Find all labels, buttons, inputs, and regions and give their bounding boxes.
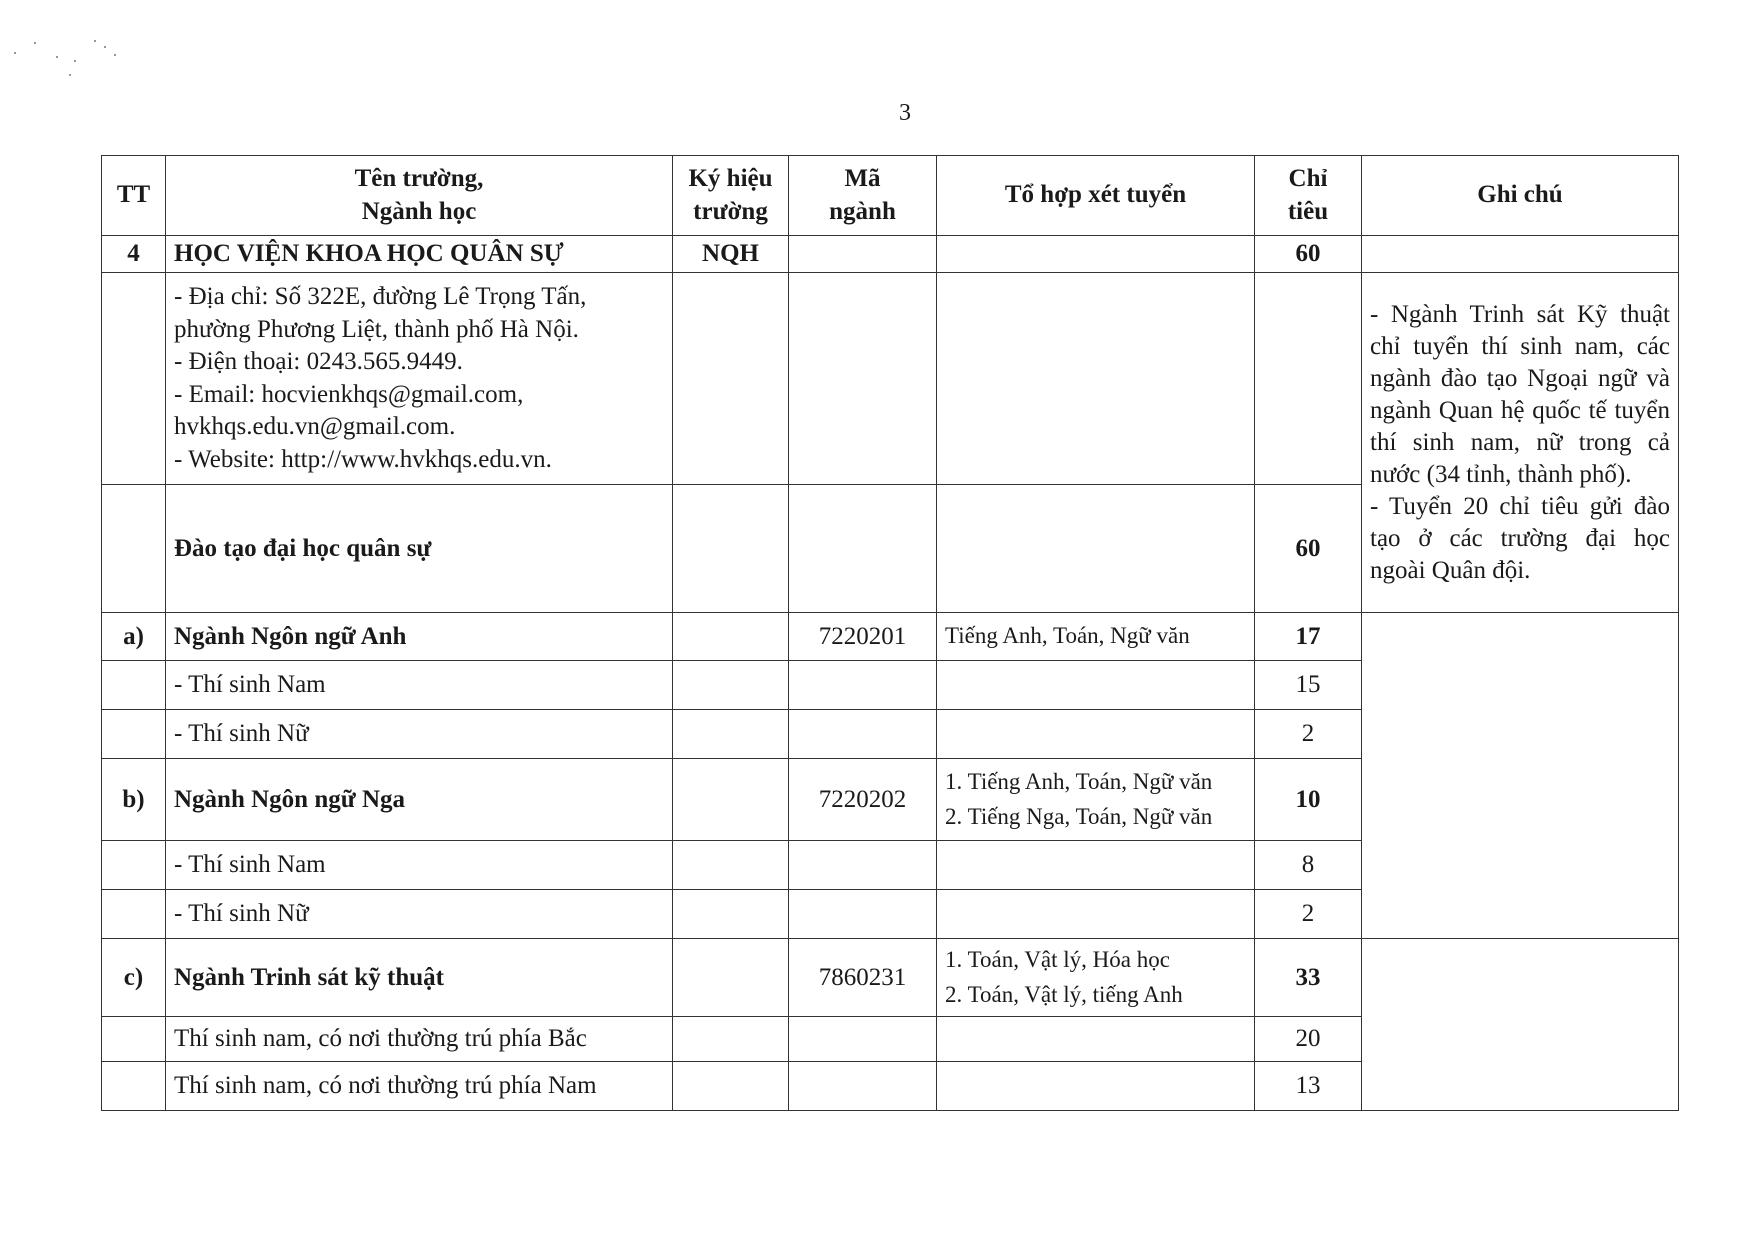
major-code: 7860231 <box>789 939 937 1017</box>
header-major-code: Mã ngành <box>789 156 937 236</box>
major-name: Ngành Trinh sát kỹ thuật <box>166 939 673 1017</box>
subrow: - Thí sinh Nam 8 <box>102 841 1679 890</box>
school-tt: 4 <box>102 236 166 273</box>
training-label: Đào tạo đại học quân sự <box>166 485 673 613</box>
school-name: HỌC VIỆN KHOA HỌC QUÂN SỰ <box>166 236 673 273</box>
scan-specks <box>14 38 124 98</box>
major-combination: 1. Toán, Vật lý, Hóa học 2. Toán, Vật lý, tiếng Anh <box>937 939 1255 1017</box>
major-combination: 1. Tiếng Anh, Toán, Ngữ văn 2. Tiếng Nga, Toán, Ngữ văn <box>937 759 1255 841</box>
school-info-row <box>102 273 1679 485</box>
subrow: Thí sinh nam, có nơi thường trú phía Bắc 20 <box>102 1017 1679 1062</box>
major-quota: 17 <box>1255 613 1362 661</box>
header-note: Ghi chú <box>1362 156 1679 236</box>
page-number: 3 <box>899 100 911 126</box>
subrow: - Thí sinh Nữ 2 <box>102 890 1679 939</box>
admission-table <box>101 155 1679 1111</box>
major-code: 7220201 <box>789 613 937 661</box>
header-quota: Chỉ tiêu <box>1255 156 1362 236</box>
school-quota: 60 <box>1255 236 1362 273</box>
header-tt: TT <box>102 156 166 236</box>
header-name: Tên trường, Ngành học <box>166 156 673 236</box>
school-address: - Địa chỉ: Số 322E, đường Lê Trọng Tấn, phường Phương Liệt, thành phố Hà Nội. - Điện thoại: 0243.565.9449. - Email: hocvienkhqs@gmail.com, hvkhqs.edu.vn@gmail.com. - Website: http://www.hvkhqs.edu.vn. <box>166 273 673 485</box>
note-blank-ab <box>1362 613 1679 939</box>
major-code: 7220202 <box>789 759 937 841</box>
major-row-a: a) Ngành Ngôn ngữ Anh 7220201 Tiếng Anh, Toán, Ngữ văn 17 <box>102 613 1679 661</box>
school-note: - Ngành Trinh sát Kỹ thuật chỉ tuyển thí sinh nam, các ngành đào tạo Ngoại ngữ và ngành Quan hệ quốc tế tuyển thí sinh nam, nữ trong cả nước (34 tỉnh, thành phố). - Tuyển 20 chỉ tiêu gửi đào tạo ở các trường đại học ngoài Quân đội. <box>1362 273 1679 613</box>
major-row-b: b) Ngành Ngôn ngữ Nga 7220202 1. Tiếng Anh, Toán, Ngữ văn 2. Tiếng Nga, Toán, Ngữ văn 10 <box>102 759 1679 841</box>
major-row-c: c) Ngành Trinh sát kỹ thuật 7860231 1. Toán, Vật lý, Hóa học 2. Toán, Vật lý, tiếng Anh 33 <box>102 939 1679 1017</box>
major-name: Ngành Ngôn ngữ Nga <box>166 759 673 841</box>
major-quota: 10 <box>1255 759 1362 841</box>
header-combination: Tổ hợp xét tuyển <box>937 156 1255 236</box>
note-blank-c <box>1362 939 1679 1111</box>
subrow: - Thí sinh Nam 15 <box>102 661 1679 710</box>
header-row <box>102 156 1679 236</box>
major-name: Ngành Ngôn ngữ Anh <box>166 613 673 661</box>
school-code: NQH <box>673 236 789 273</box>
header-school-code: Ký hiệu trường <box>673 156 789 236</box>
subrow: Thí sinh nam, có nơi thường trú phía Nam 13 <box>102 1062 1679 1111</box>
major-combination: Tiếng Anh, Toán, Ngữ văn <box>937 613 1255 661</box>
training-quota: 60 <box>1255 485 1362 613</box>
school-row <box>102 236 1679 273</box>
major-quota: 33 <box>1255 939 1362 1017</box>
subrow: - Thí sinh Nữ 2 <box>102 710 1679 759</box>
